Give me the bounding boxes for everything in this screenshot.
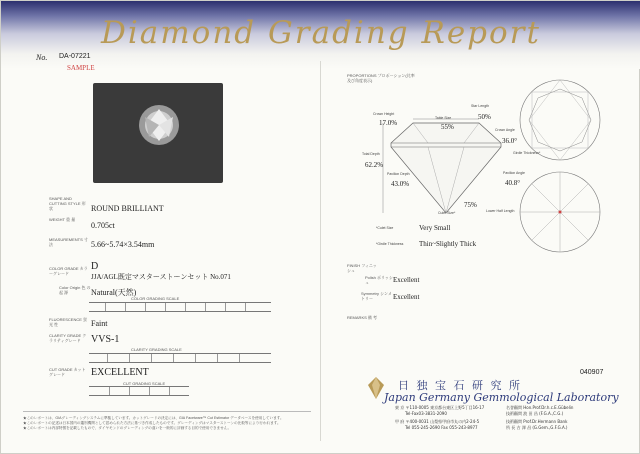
footnote-1: ★このレポートは、GIAグレーディングシステムに準拠しています。カットグレードの決定には、GIA Facetware™ Cut Estimator データベースを使用しています。 xyxy=(23,416,284,420)
pavilion-depth-label: Pavilion Depth xyxy=(387,172,410,176)
cut-value: EXCELLENT xyxy=(91,367,149,378)
lower-half-value: 75% xyxy=(464,201,477,209)
star-length-label: Star Length xyxy=(471,104,490,108)
diamond-image-icon xyxy=(93,83,223,183)
total-depth-value: 62.2% xyxy=(365,161,384,169)
star-length-value: 50% xyxy=(478,113,491,121)
origin-value: Natural(天然) xyxy=(91,288,137,297)
cut-label: CUT GRADE カットグレード xyxy=(49,367,86,377)
signer-3: 技術顧問 Prof.Dr.Hermann Bank xyxy=(506,419,568,424)
color-value: D xyxy=(91,261,99,272)
footnote-2: ★このレポートの記述は日本国内の鑑別機関として認められた方法に基づき作成したものです。グレーディングはマスターストーンの比較等により行われます。 xyxy=(23,421,281,425)
report-no-label: No. xyxy=(36,53,48,62)
polish-value: Excellent xyxy=(393,276,420,284)
pavilion-view-diagram xyxy=(517,169,603,255)
clarity-label: CLARITY GRADE クラリティグレード xyxy=(49,333,87,343)
signer-2: 技術顧問 波 田 昌 (F.G.A.,C.G.) xyxy=(506,411,564,416)
weight-value: 0.705ct xyxy=(91,221,115,230)
culet-row-label: *Culet Size xyxy=(376,226,394,230)
cut-scale-title: CUT GRADING SCALE xyxy=(123,381,166,386)
girdle-row-label: *Girdle Thickness xyxy=(376,242,404,246)
measurements-label: MEASUREMENTS 寸 法 xyxy=(49,237,88,247)
address-tokyo: 東 京 〒110-0005 東京都台東区上野5丁目16-17 xyxy=(395,405,485,410)
culet-row-value: Very Small xyxy=(419,224,451,232)
culet-size-label: Culet Size* xyxy=(438,211,456,215)
fluorescence-value: Faint xyxy=(91,319,108,328)
lab-name-english: Japan Germany Gemmological Laboratory xyxy=(384,391,619,404)
color-note: JJA/AGL既定マスターストーンセット No.071 xyxy=(91,273,231,281)
girdle-row-value: Thin~Slightly Thick xyxy=(419,240,477,248)
phone-tokyo: Tel-Fax03-3831-2090 xyxy=(405,411,447,416)
footnotes xyxy=(23,416,313,431)
table-size-value: 55% xyxy=(441,123,454,131)
symmetry-value: Excellent xyxy=(393,293,420,301)
signer-4: 所 長 吉 澤 昌 (G.Gem.,G.F.G.A.) xyxy=(506,425,568,430)
shape-value: ROUND BRILLIANT xyxy=(91,204,164,213)
color-grading-scale xyxy=(89,302,271,312)
symmetry-label: Symmetry シンメトリー xyxy=(361,291,392,301)
crown-height-value: 17.0% xyxy=(379,119,398,127)
pavilion-depth-value: 43.0% xyxy=(391,180,410,188)
sample-stamp: SAMPLE xyxy=(67,64,95,72)
shape-label: SHAPE AND CUTTING STYLE 形 状 xyxy=(49,196,86,211)
crown-angle-value: 36.0° xyxy=(502,137,518,145)
crown-height-label: Crown Height xyxy=(373,112,395,116)
color-scale-title: COLOR GRADING SCALE xyxy=(131,296,180,301)
lab-name-japanese: 日 独 宝 石 研 究 所 xyxy=(398,379,522,392)
girdle-thickness-label: Girdle Thickness* xyxy=(513,151,541,155)
diamond-photo xyxy=(93,83,223,183)
report-number: DA-07221 xyxy=(59,53,91,60)
phone-kofu: Tel 055-245-2690 Fax 055-243-8977 xyxy=(405,425,478,430)
crown-angle-label: Crown Angle xyxy=(495,128,515,132)
measurements-value: 5.66~5.74×3.54mm xyxy=(91,240,155,249)
lab-logo-icon xyxy=(366,375,386,401)
fluorescence-label: FLUORESCENCE 蛍 光 性 xyxy=(49,317,88,327)
origin-label: Color Origin 色 の 起 源 xyxy=(59,285,91,295)
footnote-3: ★このレポートは内部特徴を記載したもので、ダイヤモンドのグレーディングの違いを一般的に評価する目的で使用できません。 xyxy=(23,426,232,430)
clarity-scale-title: CLARITY GRADING SCALE xyxy=(131,347,182,352)
color-label: COLOR GRADE カラーグレード xyxy=(49,266,88,276)
report-title: Diamond Grading Report xyxy=(101,15,541,51)
proportions-label: PROPORTIONS プロポーション(比率及び角度表示) xyxy=(347,73,415,83)
clarity-value: VVS-1 xyxy=(91,334,120,345)
clarity-grading-scale xyxy=(89,353,271,363)
lower-half-label: Lower Half Length xyxy=(486,209,515,213)
signer-1: 名誉顧問 Hon.Prof.Dr.h.c.E.Gübelin xyxy=(506,405,574,410)
crown-view-diagram xyxy=(517,77,603,163)
total-depth-label: Total Depth xyxy=(362,152,380,156)
pavilion-angle-value: 40.8° xyxy=(505,179,521,187)
remarks-label: REMARKS 備 考 xyxy=(347,315,378,320)
pavilion-angle-label: Pavilion Angle xyxy=(503,171,525,175)
footer-rule xyxy=(23,411,311,412)
polish-label: Polish ポリッシュ xyxy=(365,275,393,285)
finish-label: FINISH フィニッシュ xyxy=(347,263,377,273)
document-code: 040907 xyxy=(580,369,604,376)
weight-label: WEIGHT 重 量 xyxy=(49,217,76,222)
center-fold xyxy=(320,61,321,441)
cut-grading-scale xyxy=(89,386,189,396)
table-size-label: Table Size xyxy=(435,116,452,120)
address-kofu: 甲 府 〒400-0031 山梨県甲府市丸の内2-24-5 xyxy=(395,419,480,424)
